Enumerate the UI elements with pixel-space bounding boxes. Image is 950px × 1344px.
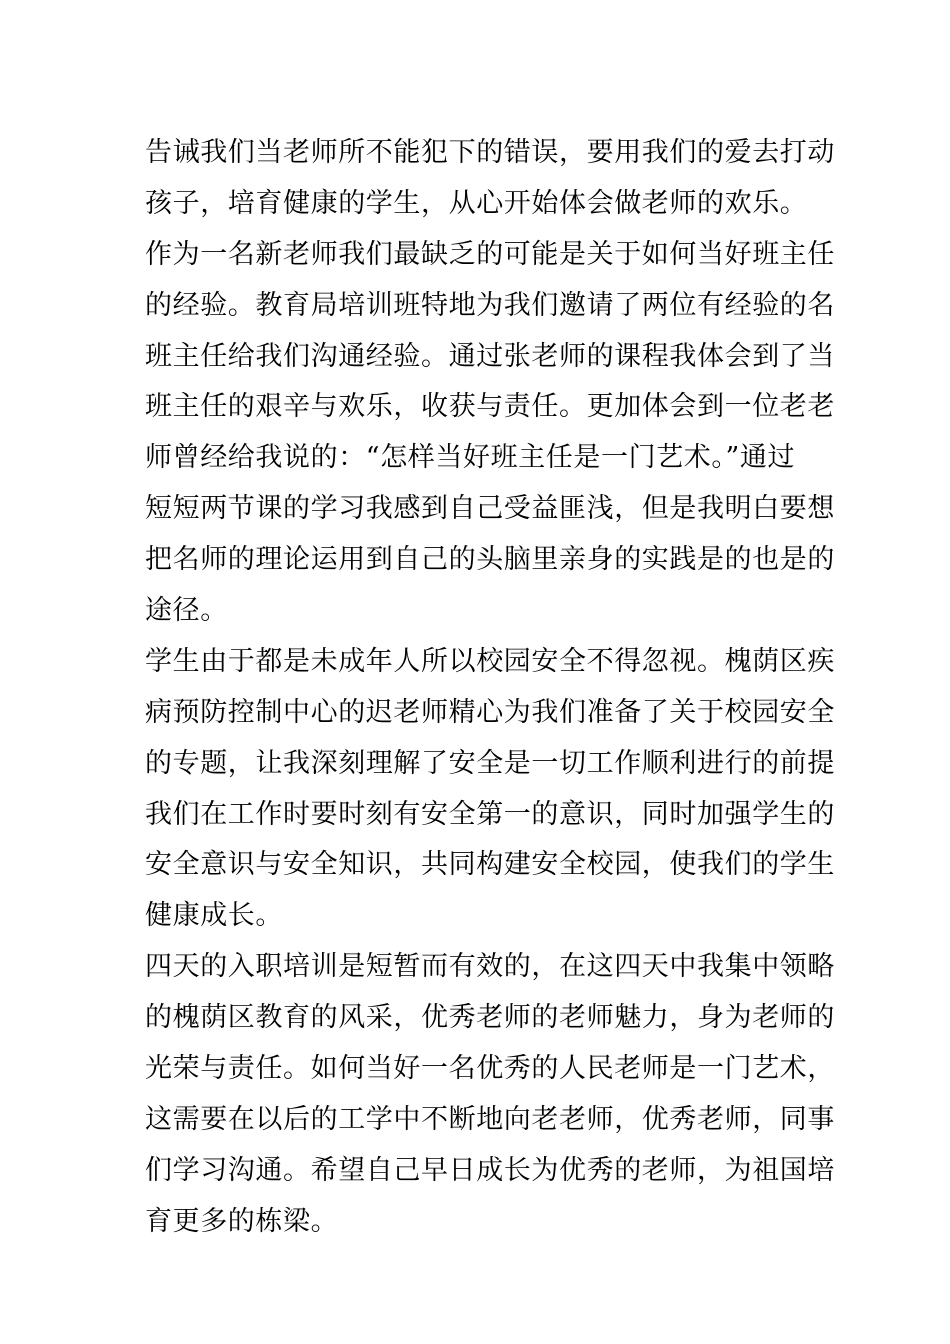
text-line: 把名师的理论运用到自己的头脑里亲身的实践是的也是的	[145, 544, 835, 576]
text-line: 健康成长。	[145, 900, 283, 932]
text-line: 光荣与责任。如何当好一名优秀的人民老师是一门艺术，	[145, 1053, 835, 1085]
text-line: 学生由于都是未成年人所以校园安全不得忽视。槐荫区疾	[145, 645, 835, 677]
document-body	[145, 128, 835, 1248]
text-line: 班主任给我们沟通经验。通过张老师的课程我体会到了当	[145, 340, 835, 372]
text-line: 育更多的栋梁。	[145, 1205, 339, 1237]
text-line: 告诫我们当老师所不能犯下的错误，要用我们的爱去打动	[145, 137, 835, 168]
text-line: 孩子，培育健康的学生，从心开始体会做老师的欢乐。	[145, 187, 808, 219]
text-line: 的专题，让我深刻理解了安全是一切工作顺利进行的前提	[145, 747, 835, 779]
text-line: 这需要在以后的工学中不断地向老老师，优秀老师，同事	[145, 1103, 835, 1135]
text-line: 病预防控制中心的迟老师精心为我们准备了关于校园安全	[145, 696, 835, 728]
text-line: 短短两节课的学习我感到自己受益匪浅，但是我明白要想	[145, 493, 835, 525]
text-line: 师曾经给我说的：“怎样当好班主任是一门艺术。”通过	[145, 442, 796, 474]
text-line: 的槐荫区教育的风采，优秀老师的老师魅力，身为老师的	[145, 1002, 835, 1034]
text-line: 的经验。教育局培训班特地为我们邀请了两位有经验的名	[145, 289, 835, 321]
text-line: 班主任的艰辛与欢乐，收获与责任。更加体会到一位老老	[145, 391, 835, 423]
text-line: 们学习沟通。希望自己早日成长为优秀的老师，为祖国培	[145, 1154, 835, 1186]
text-line: 安全意识与安全知识，共同构建安全校园，使我们的学生	[145, 849, 835, 881]
text-line: 途径。	[145, 595, 228, 627]
text-line: 四天的入职培训是短暂而有效的，在这四天中我集中领略	[145, 951, 835, 983]
text-line: 作为一名新老师我们最缺乏的可能是关于如何当好班主任	[145, 238, 835, 270]
text-line: 我们在工作时要时刻有安全第一的意识，同时加强学生的	[145, 798, 835, 830]
